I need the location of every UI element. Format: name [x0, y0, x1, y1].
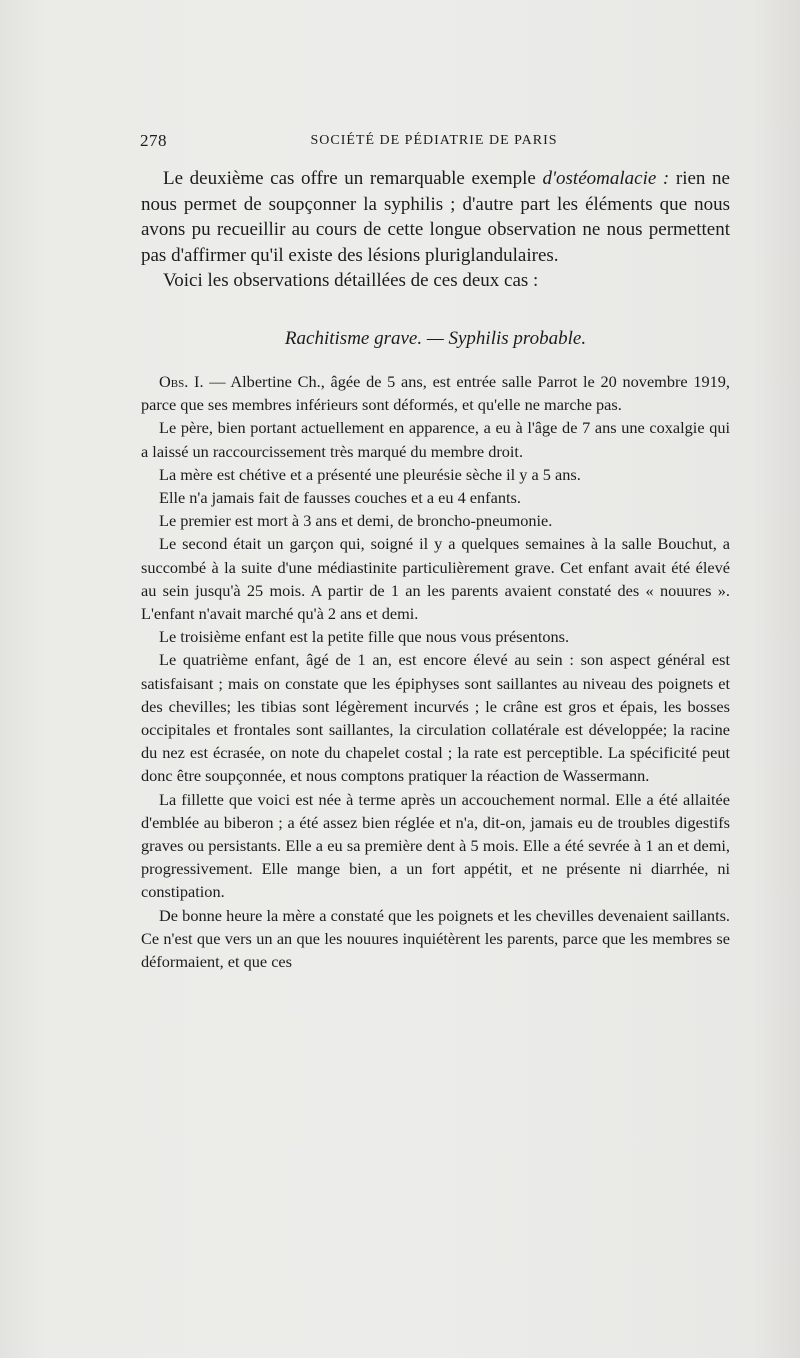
- running-title: SOCIÉTÉ DE PÉDIATRIE DE PARIS: [310, 133, 558, 148]
- observation-paragraph: Le père, bien portant actuellement en apparence, a eu à l'âge de 7 ans une coxalgie qui a laissé un raccourcissement très marqué du membre droit.: [141, 418, 730, 461]
- observation-first-text: — Albertine Ch., âgée de 5 ans, est entrée salle Parrot le 20 novembre 1919, parce que ses membres inférieurs sont déformés, et qu'elle ne marche pas.: [141, 371, 730, 415]
- intro-paragraph-2: Voici les observations détaillées de ces deux cas :: [163, 270, 539, 292]
- observation-paragraph: De bonne heure la mère a constaté que les poignets et les chevilles devenaient saillants. Ce n'est que vers un an que les nouures inquiétèrent les parents, parce que les membres se déformaient, et que ces: [141, 905, 730, 972]
- page-number: 278: [140, 131, 167, 150]
- observation-paragraph: Le quatrième enfant, âgé de 1 an, est encore élevé au sein : son aspect général est satisfaisant ; mais on constate que les épiphyses sont saillantes au niveau des poignets et des chevilles; les tibias sont légèrement incurvés ; le crâne est gros et épais, les bosses occipitales et frontales sont saillantes, la circulation collatérale est développée; la racine du nez est écrasée, on note du chapelet costal ; la rate est perceptible. La spécificité peut donc être soupçonnée, et nous comptons pratiquer la réaction de Wassermann.: [141, 650, 730, 786]
- intro-p1-emphasis: d'ostéomalacie :: [542, 168, 670, 189]
- intro-paragraph-1: [141, 166, 730, 268]
- observation-paragraph: Le second était un garçon qui, soigné il y a quelques semaines à la salle Bouchut, a succombé à la suite d'une médiastinite particulièrement grave. Cet enfant avait été élevé au sein jusqu'à 25 mois. A partir de 1 an les parents avaient constaté des « nouures ». L'enfant n'avait marché qu'à 2 ans et demi.: [141, 534, 730, 623]
- page-body: [141, 166, 730, 973]
- observation-label: Obs. I.: [159, 371, 204, 391]
- observation-paragraph: La fillette que voici est née à terme après un accouchement normal. Elle a été allaitée d'emblée au biberon ; a été assez bien réglée et n'a, dit-on, jamais eu de troubles digestifs graves ou persistants. Elle a eu sa première dent à 5 mois. Elle a été sevrée à 1 an et demi, progressivement. Elle mange bien, a un fort appétit, et ne présente ni diarrhée, ni constipation.: [141, 789, 730, 902]
- observation-paragraph: Elle n'a jamais fait de fausses couches et a eu 4 enfants.: [159, 487, 521, 507]
- observation-paragraph: Le premier est mort à 3 ans et demi, de broncho-pneumonie.: [159, 511, 553, 531]
- intro-section: [141, 166, 730, 294]
- observation-paragraph: La mère est chétive et a présenté une pleurésie sèche il y a 5 ans.: [159, 464, 581, 484]
- intro-p1-before: Le deuxième cas offre un remarquable exemple: [163, 168, 543, 189]
- intro-p1-after: rien ne nous permet de soupçonner la syphilis ; d'autre part les éléments que nous avons pu recueillir au cours de cette longue observation ne nous permettent pas d'affirmer qu'il existe des lésions pluriglandulaires.: [141, 168, 730, 266]
- observation-paragraph: Le troisième enfant est la petite fille que nous vous présentons.: [159, 627, 570, 647]
- page-header: [140, 131, 728, 155]
- observation-paragraph: [141, 370, 730, 416]
- observation-section: [141, 370, 730, 973]
- section-title: Rachitisme grave. — Syphilis probable.: [284, 327, 587, 349]
